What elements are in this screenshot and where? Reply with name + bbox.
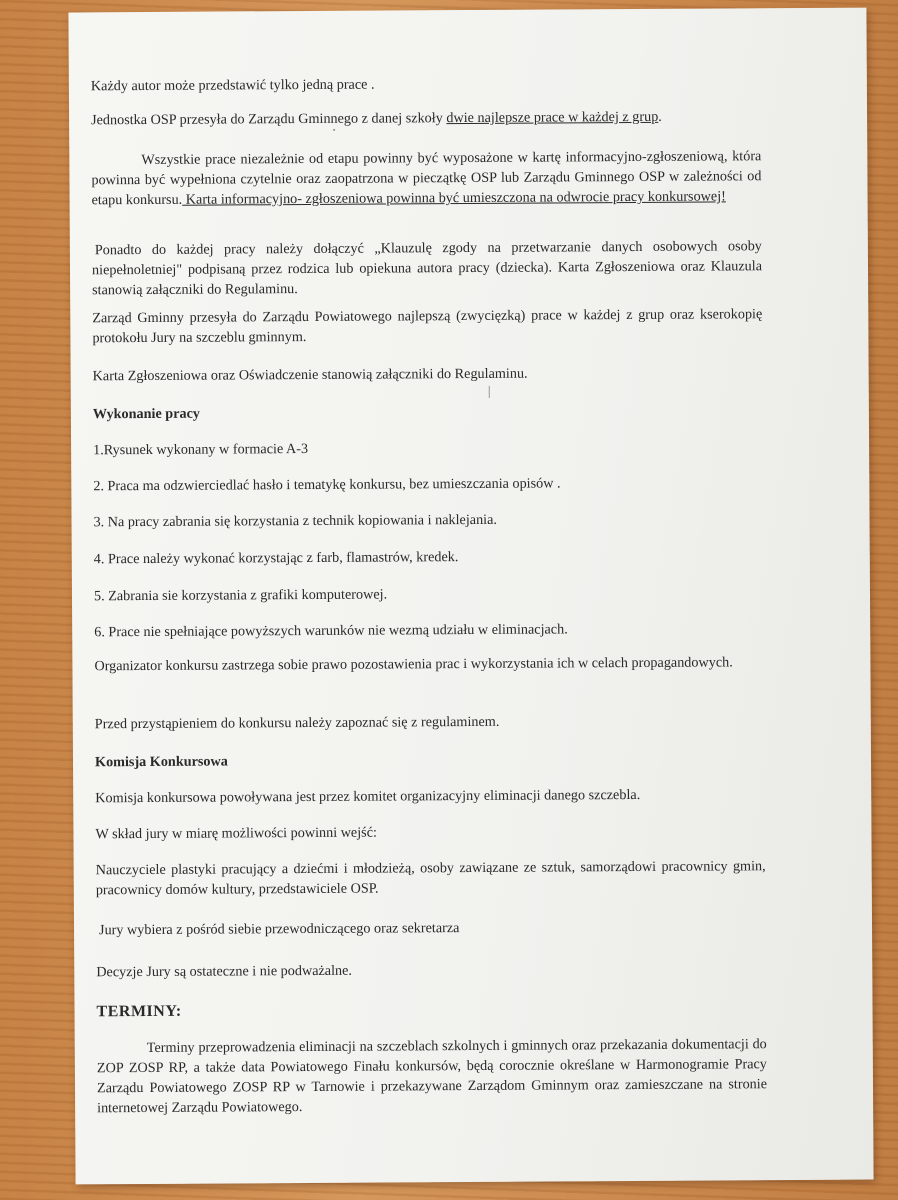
speck	[333, 129, 335, 131]
paragraph-text: Zarząd Gminny przesyła do Zarządu Powiatowego najlepszą (zwycięzką) prace w każdej z grup oraz kserokopię protokołu Jury na szczeblu gminnym.	[92, 306, 763, 347]
paragraph-text: Wszystkie prace niezależnie od etapu powinny być wyposażone w kartę informacyjno-zgłoszeniową, która powinna być wypełniona czytelnie oraz zaopatrzona w pieczątkę OSP lub Zarządu Gminnego OSP w zależności od etapu konkursu.	[91, 148, 762, 209]
paragraph-jury-chair	[99, 916, 769, 940]
mark	[489, 386, 490, 398]
rule-item-6: 6. Prace nie spełniające powyższych warunków nie wezmą udziału w eliminacjach.	[94, 621, 568, 641]
paragraph-jury-intro	[95, 820, 765, 844]
rule-item-5: 5. Zabrania sie korzystania z grafiki komputerowej.	[93, 586, 388, 605]
rule-item-3: 3. Na pracy zabrania się korzystania z technik kopiowania i naklejania.	[93, 511, 497, 531]
paper-sheet	[68, 8, 873, 1185]
paragraph-attachments	[93, 362, 763, 386]
heading-commission: Komisja Konkursowa	[94, 753, 228, 771]
paragraph-text: Jednostka OSP przesyła do Zarządu Gminnego z danej szkoły	[91, 110, 447, 129]
paragraph-single-work	[91, 72, 761, 96]
paragraph-text: Jury wybiera z pośród siebie przewodniczącego oraz sekretarza	[98, 920, 460, 939]
paragraph-text: .	[658, 108, 662, 125]
paragraph-text: Ponadto do każdej pracy należy dołączyć „Klauzulę zgody na przetwarzanie danych osobowych osoby niepełnoletniej" podpisaną przez rodzica lub opiekuna autora pracy (dziecka). Karta Zgłoszeniowa oraz Klauzula stanowią załączniki do Regulaminu.	[91, 238, 763, 299]
paragraph-text: Każdy autor może przedstawić tylko jedną prace .	[90, 76, 375, 95]
paragraph-consent-clause	[92, 236, 762, 300]
paragraph-text: Karta Zgłoszeniowa oraz Oświadczenie stanowią załączniki do Regulaminu.	[92, 365, 528, 385]
underlined-text: dwie najlepsze prace w każdej z grup	[446, 108, 659, 127]
paragraph-jury-decisions	[96, 958, 766, 982]
rule-item-4: 4. Prace należy wykonać korzystając z farb, flamastrów, kredek.	[93, 549, 459, 568]
paragraph-text: Decyzje Jury są ostateczne i nie podważalne.	[96, 962, 352, 981]
rule-item-1: 1.Rysunek wykonany w formacie A-3	[93, 440, 309, 459]
paragraph-district-submission	[92, 304, 762, 348]
paragraph-text: Komisja konkursowa powoływana jest przez komitet organizacyjny eliminacji danego szczebla.	[95, 786, 641, 807]
document-body	[68, 8, 873, 1185]
paragraph-entry-card	[91, 146, 761, 210]
paragraph-read-regulations	[95, 710, 765, 734]
paragraph-terms	[97, 1034, 767, 1118]
paragraph-jury-members	[96, 856, 766, 900]
paragraph-text: Przed przystąpieniem do konkursu należy zapoznać się z regulaminem.	[94, 713, 500, 733]
heading-terms: TERMINY:	[96, 1002, 182, 1021]
paragraph-text: Nauczyciele plastyki pracujący a dziećmi i młodzieżą, osoby zawiązane ze sztuk, samorządowi pracownicy gmin, pracownicy domów kultury, przedstawiciele OSP.	[95, 858, 766, 899]
paragraph-text: W skład jury w miarę możliwości powinni wejść:	[95, 824, 377, 843]
rule-item-2: 2. Praca ma odzwierciedlać hasło i tematykę konkursu, bez umieszczania opisów .	[93, 475, 561, 495]
paragraph-organizer-rights	[94, 652, 764, 676]
heading-work-execution: Wykonanie pracy	[92, 405, 201, 423]
paragraph-commission	[95, 784, 765, 808]
paragraph-text: Terminy przeprowadzenia eliminacji na szczeblach szkolnych i gminnych oraz przekazania dokumentacji do ZOP ZOSP RP, a także data Powiatowego Finału konkursów, będą corocznie określane w Harmonogramie Pracy Zarządu Powiatowego ZOSP RP w Tarnowie i przekazywane Zarządom Gminnym oraz zamieszczane na stronie internetowej Zarządu Powiatowego.	[96, 1036, 768, 1117]
paragraph-osp-submission	[91, 106, 761, 130]
underlined-text: Karta informacyjno- zgłoszeniowa powinna być umieszczona na odwrocie pracy konkursowej!	[182, 188, 726, 208]
paragraph-text: Organizator konkursu zastrzega sobie prawo pozostawienia prac i wykorzystania ich w celach propagandowych.	[94, 654, 733, 675]
